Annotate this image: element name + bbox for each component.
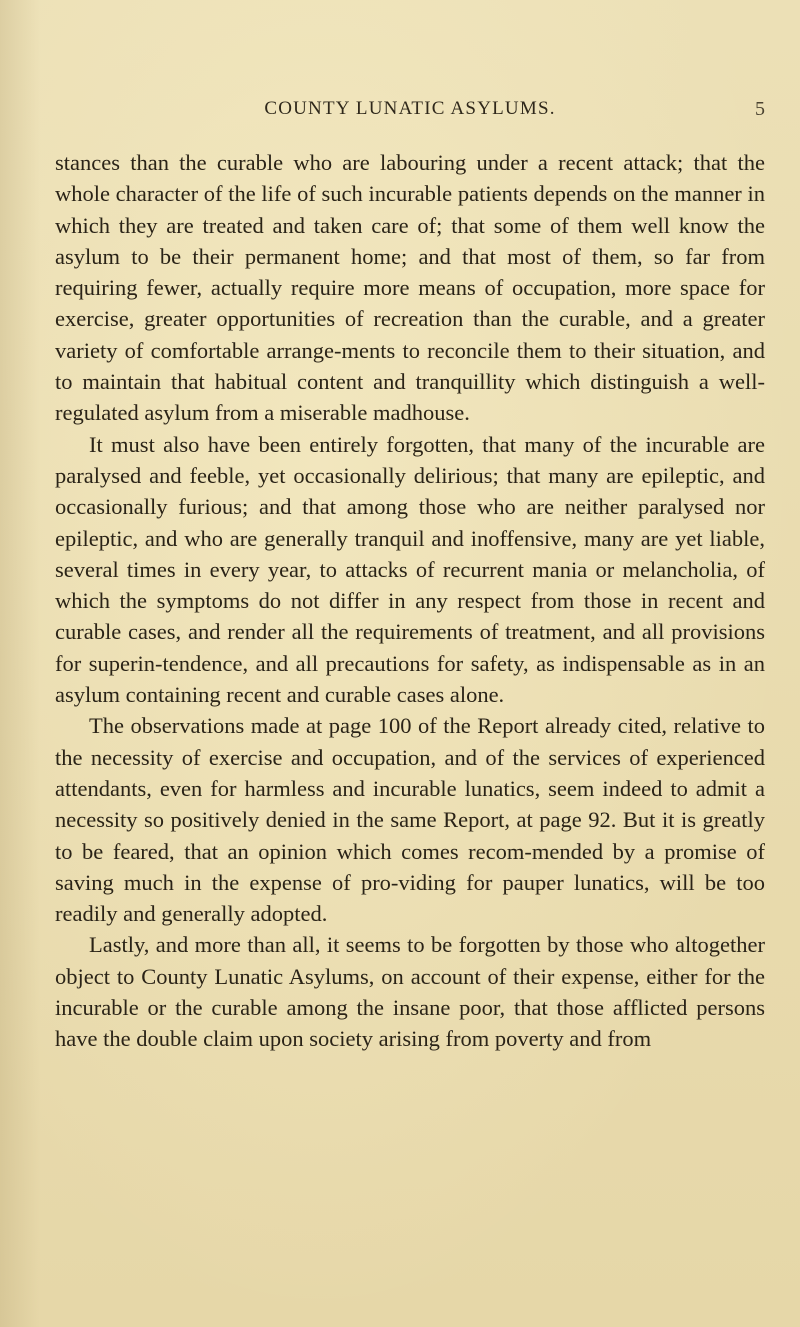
paragraph: Lastly, and more than all, it seems to be forgotten by those who altogether object to County Lunatic Asylums, on account of their expense, either for the incurable or the curable among the insane poor, that those afflicted persons have the double claim upon society arising from poverty and from	[55, 932, 765, 1052]
body-text	[55, 147, 765, 1055]
page-number: 5	[755, 98, 765, 120]
paragraph-continued: stances than the curable who are labouring under a recent attack; that the whole character of the life of such incurable patients depends on the manner in which they are treated and taken care of; that some of them well know the asylum to be their permanent home; and that most of them, so far from requiring fewer, actually require more means of occupation, more space for exercise, greater opportunities of recreation than the curable, and a greater variety of comfortable arrange-ments to reconcile them to their situation, and to maintain that habitual content and tranquillity which distinguish a well-regulated asylum from a miserable madhouse.	[55, 150, 765, 426]
paragraph: It must also have been entirely forgotten, that many of the incurable are paralysed and feeble, yet occasionally delirious; that many are epileptic, and occasionally furious; and that among those who are neither paralysed nor epileptic, and who are generally tranquil and inoffensive, many are yet liable, several times in every year, to attacks of recurrent mania or melancholia, of which the symptoms do not differ in any respect from those in recent and curable cases, and render all the requirements of treatment, and all provisions for superin-tendence, and all precautions for safety, as indispensable as in an asylum containing recent and curable cases alone.	[55, 431, 765, 708]
running-title: COUNTY LUNATIC ASYLUMS.	[264, 98, 556, 119]
paragraph: The observations made at page 100 of the Report already cited, relative to the necessity of exercise and occupation, and of the services of experienced attendants, even for harmless and incurable lunatics, seem indeed to admit a necessity so positively denied in the same Report, at page 92. But it is greatly to be feared, that an opinion which comes recom-mended by a promise of saving much in the expense of pro-viding for pauper lunatics, will be too readily and generally adopted.	[55, 713, 765, 927]
running-head	[55, 98, 765, 128]
